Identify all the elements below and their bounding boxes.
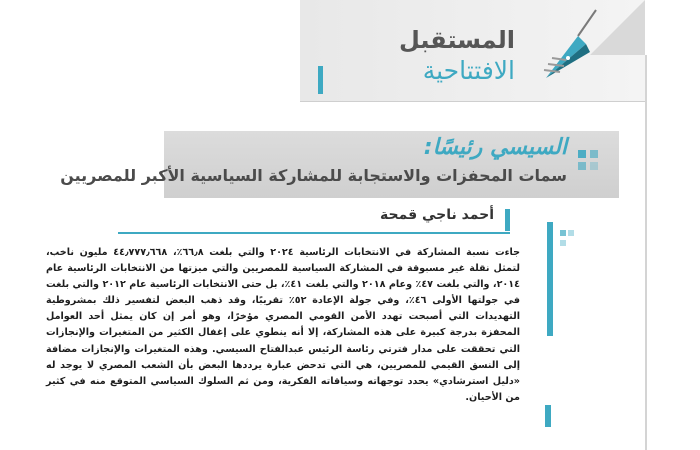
section-tag [315, 24, 515, 86]
author-underline [118, 232, 510, 234]
body-accent-bar [547, 222, 553, 336]
pen-nib-icon [538, 6, 598, 90]
article-body [46, 245, 520, 406]
section-name: المستقبل [398, 26, 515, 54]
section-subtitle: الافتتاحية [422, 56, 515, 85]
article-title: السيسي رئيسًا: [423, 135, 567, 160]
body-accent-bar-lower [545, 405, 551, 427]
title-decoration-icon [548, 140, 608, 200]
author-accent-bar [505, 209, 510, 231]
body-dots-decoration [556, 224, 578, 324]
page-edge-line [645, 55, 647, 450]
article-subtitle: سمات المحفزات والاستجابة للمشاركة السياسية الأكبر للمصريين [60, 166, 567, 185]
body-paragraph: جاءت نسبة المشاركة في الانتخابات الرئاسية ٢٠٢٤ والتي بلغت ٦٦٫٨٪، ٤٤٫٧٧٧٫٦٦٨ مليون ناخب، لتمثل نقلة غير مسبوقة في المشاركة السياسية للمصريين والتي ميزتها من الانتخابات الرئاسية عام ٢٠١٤، والتي بلغت ٤٧٪ وعام ٢٠١٨ والتي بلغت ٤١٪، بل حتى الانتخابات الرئاسية عام ٢٠١٢ والتي بلغت في جولتها الأولى ٤٦٪، وفي جولة الإعادة ٥٢٪ تقريبًا، وقد ذهب البعض لتفسير ذلك بمشروطية التهديدات التي أصبحت تهدد الأمن القومي المصري مؤخرًا، وهو أمر إن كان يمثل أحد العوامل المحفزة بدرجة كبيرة على هذه المشاركة، إلا أنه ينطوي على إغفال الكثير من المتغيرات والإنجازات التي تحققت على مدار فترتي رئاسة الرئيس عبدالفتاح السيسي. وهذه المتغيرات والإنجازات مضافة إلى النسق القيمي للمصريين، هي التي تدحض عبارة يرددها البعض بأن الشعب المصري لا يوجد له «دليل استرشادي» يحدد توجهاته وسياقاته الفكرية، ومن ثم السلوك السياسي المتوقع منه في كثير من الأحيان. [46, 247, 521, 403]
author-block [118, 206, 510, 234]
author-name: أحمد ناجي قمحة [379, 207, 494, 223]
section-accent-bar [318, 66, 323, 94]
page-corner-fold [590, 0, 645, 55]
